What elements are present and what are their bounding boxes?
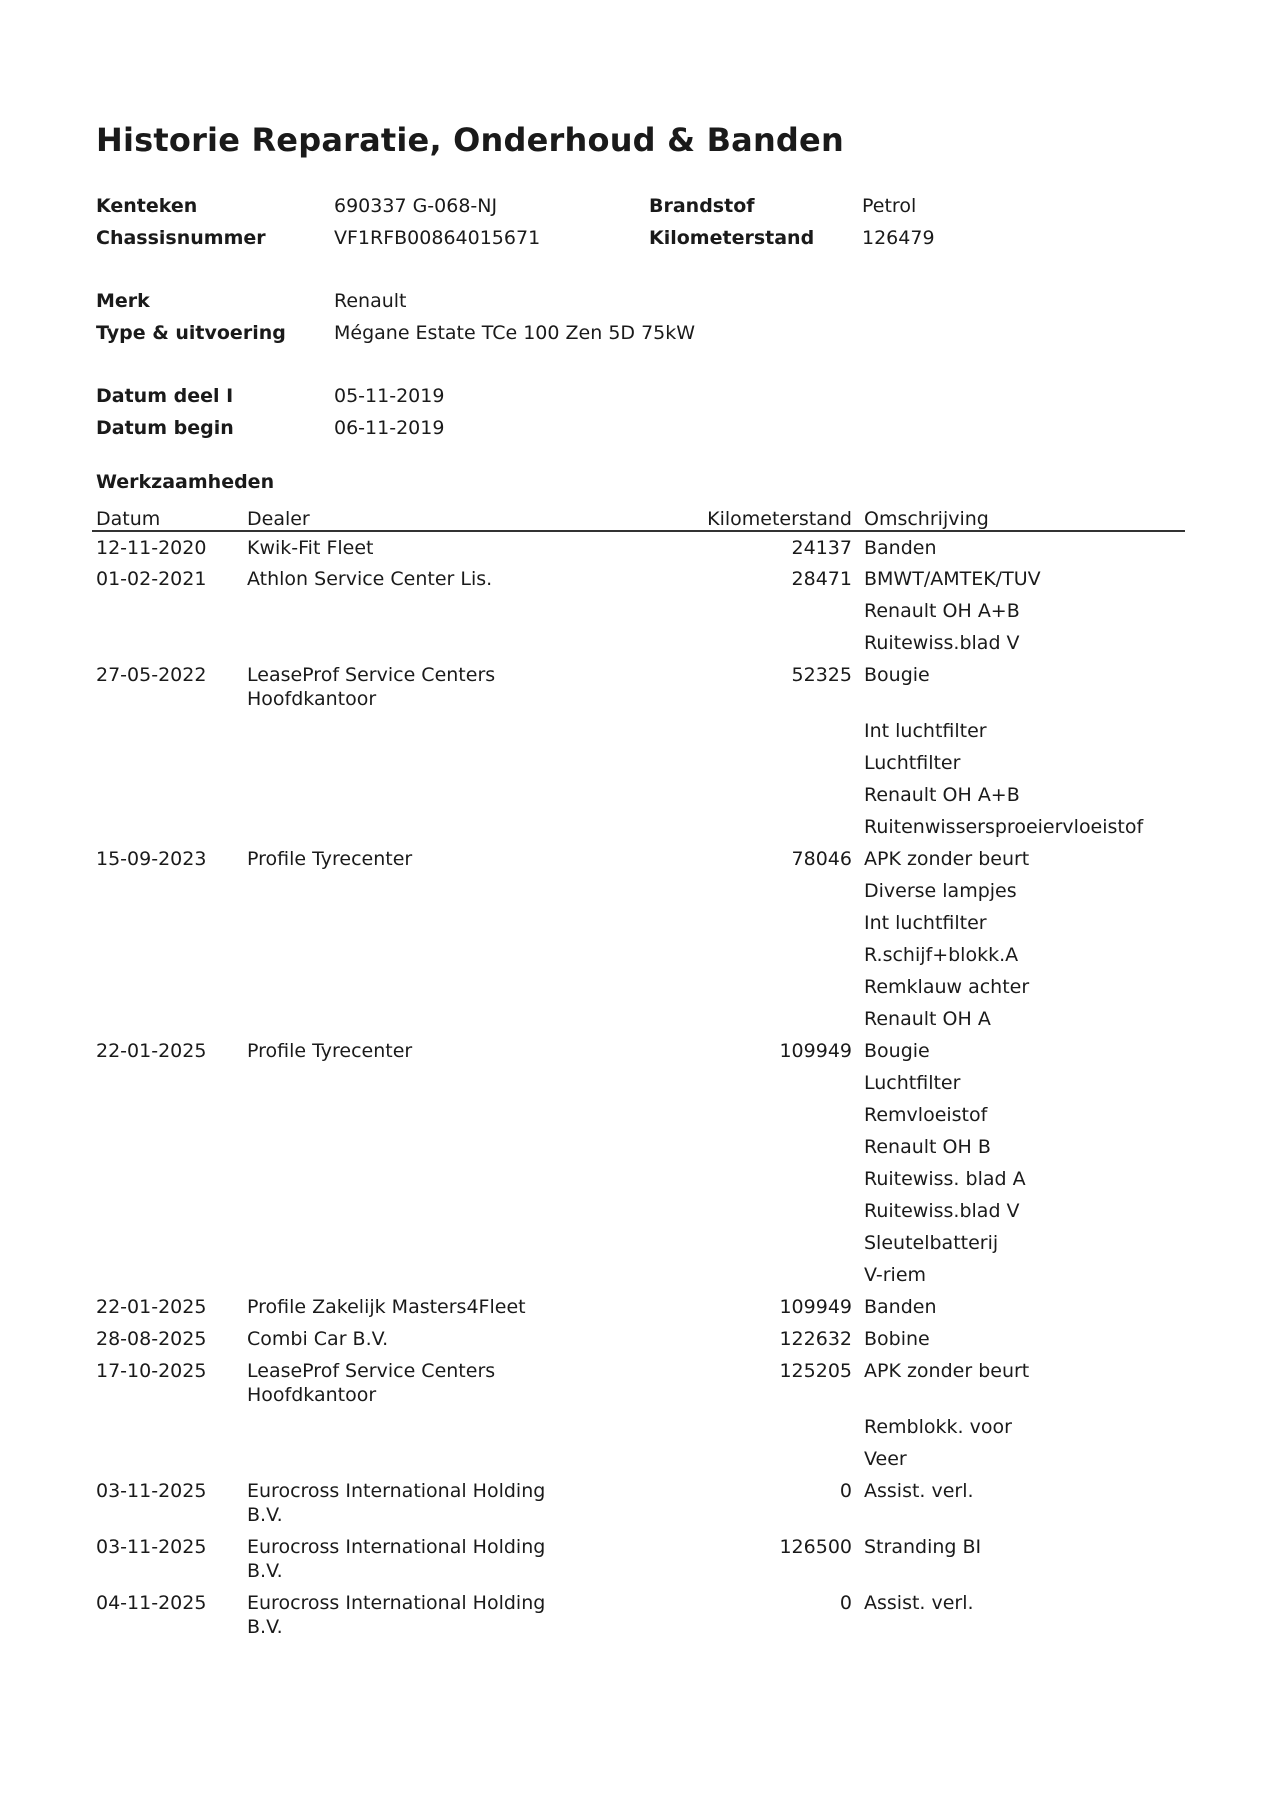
cell-omschrijving: [860, 1163, 1185, 1195]
cell-omschrijving: [860, 811, 1185, 843]
cell-omschrijving: [860, 779, 1185, 811]
header-omschrijving: Omschrijving: [860, 498, 1185, 531]
cell-kilometerstand: [636, 811, 860, 843]
cell-dealer: [243, 1323, 636, 1355]
cell-dealer: [243, 1003, 636, 1035]
cell-dealer: [243, 1131, 636, 1163]
cell-dealer: [243, 1163, 636, 1195]
cell-kilometerstand: [636, 1475, 860, 1531]
table-row: [92, 843, 1185, 875]
cell-date: [92, 1131, 243, 1163]
cell-omschrijving-text: V-riem: [864, 1264, 927, 1286]
cell-dealer: [243, 747, 636, 779]
cell-date: [92, 907, 243, 939]
table-row: [92, 747, 1185, 779]
table-row: [92, 1227, 1185, 1259]
cell-kilometerstand: [636, 1355, 860, 1411]
cell-omschrijving: [860, 875, 1185, 907]
kilometerstand-label: Kilometerstand: [649, 227, 815, 249]
cell-date: [92, 843, 243, 875]
cell-dealer: [243, 907, 636, 939]
info-row-chassis: [96, 222, 1192, 254]
cell-kilometerstand-text: 52325: [791, 664, 852, 686]
info-row-kenteken: [96, 190, 1192, 222]
cell-omschrijving: [860, 715, 1185, 747]
cell-omschrijving-text: Ruitewiss.blad V: [864, 632, 1020, 654]
table-row: [92, 1067, 1185, 1099]
cell-omschrijving: [860, 1323, 1185, 1355]
cell-dealer: [243, 627, 636, 659]
cell-date-text: 28-08-2025: [96, 1328, 207, 1350]
cell-omschrijving: [860, 1227, 1185, 1259]
table-row: [92, 1163, 1185, 1195]
cell-omschrijving-text: Assist. verl.: [864, 1480, 974, 1502]
table-row: [92, 1035, 1185, 1067]
cell-dealer: [243, 811, 636, 843]
cell-kilometerstand: [636, 1163, 860, 1195]
cell-kilometerstand: [636, 1035, 860, 1067]
cell-omschrijving-text: Veer: [864, 1448, 907, 1470]
table-row: [92, 595, 1185, 627]
cell-kilometerstand: [636, 907, 860, 939]
info-row-datum-begin: [96, 412, 1192, 444]
cell-omschrijving: [860, 1035, 1185, 1067]
table-row: [92, 1411, 1185, 1443]
table-row: [92, 715, 1185, 747]
cell-date-text: 01-02-2021: [96, 568, 207, 590]
cell-kilometerstand: [636, 1587, 860, 1643]
cell-kilometerstand: [636, 715, 860, 747]
cell-omschrijving-text: Bobine: [864, 1328, 930, 1350]
cell-date: [92, 1443, 243, 1475]
cell-omschrijving-text: Int luchtfilter: [864, 912, 987, 934]
cell-date: [92, 875, 243, 907]
cell-omschrijving-text: Int luchtfilter: [864, 720, 987, 742]
cell-omschrijving: [860, 971, 1185, 1003]
page-title: Historie Reparatie, Onderhoud & Banden: [96, 121, 844, 159]
cell-dealer-text: Profile Tyrecenter: [247, 1040, 413, 1062]
cell-date: [92, 1195, 243, 1227]
cell-omschrijving: [860, 659, 1185, 715]
table-row: [92, 1131, 1185, 1163]
cell-date: [92, 659, 243, 715]
cell-omschrijving-text: Ruitewiss. blad A: [864, 1168, 1026, 1190]
cell-omschrijving: [860, 1291, 1185, 1323]
cell-dealer-text: Profile Zakelijk Masters4Fleet: [247, 1296, 526, 1318]
cell-date: [92, 1411, 243, 1443]
cell-date: [92, 1475, 243, 1531]
cell-date: [92, 811, 243, 843]
cell-kilometerstand: [636, 747, 860, 779]
cell-omschrijving: [860, 939, 1185, 971]
cell-omschrijving-text: Luchtfilter: [864, 1072, 961, 1094]
cell-date-text: 15-09-2023: [96, 848, 207, 870]
cell-kilometerstand-text: 0: [839, 1592, 852, 1614]
cell-date-text: 03-11-2025: [96, 1480, 207, 1502]
cell-dealer: [243, 595, 636, 627]
cell-kilometerstand: [636, 659, 860, 715]
cell-kilometerstand: [636, 1195, 860, 1227]
cell-kilometerstand-text: 78046: [791, 848, 852, 870]
cell-omschrijving-text: Banden: [864, 1296, 937, 1318]
cell-omschrijving-text: Bougie: [864, 664, 930, 686]
cell-kilometerstand: [636, 563, 860, 595]
cell-omschrijving: [860, 1475, 1185, 1531]
table-row: [92, 659, 1185, 715]
cell-date-text: 22-01-2025: [96, 1296, 207, 1318]
table-row: [92, 1291, 1185, 1323]
cell-omschrijving-text: Remklauw achter: [864, 976, 1030, 998]
table-row: [92, 531, 1185, 563]
cell-date: [92, 939, 243, 971]
cell-dealer: [243, 1195, 636, 1227]
datum-deel-value: 05-11-2019: [334, 385, 445, 407]
table-row: [92, 875, 1185, 907]
type-label: Type & uitvoering: [96, 322, 286, 344]
cell-date: [92, 627, 243, 659]
cell-dealer: [243, 843, 636, 875]
table-row: [92, 1475, 1185, 1531]
cell-omschrijving-text: Assist. verl.: [864, 1592, 974, 1614]
cell-date: [92, 531, 243, 563]
cell-omschrijving: [860, 843, 1185, 875]
cell-kilometerstand: [636, 1323, 860, 1355]
cell-dealer-text: Eurocross International Holding B.V.: [247, 1536, 546, 1582]
cell-date: [92, 1259, 243, 1291]
cell-kilometerstand-text: 109949: [779, 1296, 852, 1318]
cell-dealer: [243, 971, 636, 1003]
cell-dealer: [243, 875, 636, 907]
cell-dealer: [243, 531, 636, 563]
table-row: [92, 939, 1185, 971]
cell-omschrijving: [860, 1067, 1185, 1099]
cell-dealer: [243, 1291, 636, 1323]
cell-kilometerstand: [636, 1443, 860, 1475]
datum-deel-label: Datum deel I: [96, 385, 234, 407]
cell-dealer: [243, 1475, 636, 1531]
werkzaamheden-table: [92, 498, 1185, 1643]
cell-omschrijving: [860, 1355, 1185, 1411]
table-row: [92, 1099, 1185, 1131]
cell-kilometerstand-text: 0: [839, 1480, 852, 1502]
table-row: [92, 907, 1185, 939]
cell-omschrijving-text: Renault OH A+B: [864, 784, 1020, 806]
cell-omschrijving-text: APK zonder beurt: [864, 848, 1030, 870]
cell-omschrijving-text: Ruitenwissersproeiervloeistof: [864, 816, 1144, 838]
cell-date: [92, 715, 243, 747]
cell-date: [92, 1067, 243, 1099]
cell-kilometerstand: [636, 1131, 860, 1163]
cell-date-text: 04-11-2025: [96, 1592, 207, 1614]
table-row: [92, 1355, 1185, 1411]
cell-omschrijving: [860, 1195, 1185, 1227]
cell-kilometerstand: [636, 1099, 860, 1131]
brandstof-value: Petrol: [862, 195, 917, 217]
cell-omschrijving: [860, 1587, 1185, 1643]
cell-date-text: 17-10-2025: [96, 1360, 207, 1382]
cell-kilometerstand-text: 28471: [791, 568, 852, 590]
cell-kilometerstand: [636, 531, 860, 563]
werkzaamheden-title: Werkzaamheden: [96, 471, 275, 493]
cell-omschrijving: [860, 1443, 1185, 1475]
cell-omschrijving-text: Diverse lampjes: [864, 880, 1017, 902]
cell-date-text: 12-11-2020: [96, 537, 207, 559]
table-row: [92, 1003, 1185, 1035]
table-row: [92, 1587, 1185, 1643]
cell-dealer: [243, 1227, 636, 1259]
cell-date: [92, 1035, 243, 1067]
cell-omschrijving: [860, 1259, 1185, 1291]
cell-omschrijving-text: Banden: [864, 537, 937, 559]
cell-omschrijving-text: Remblokk. voor: [864, 1416, 1012, 1438]
cell-dealer: [243, 1443, 636, 1475]
table-row: [92, 1259, 1185, 1291]
cell-date-text: 03-11-2025: [96, 1536, 207, 1558]
cell-omschrijving-text: BMWT/AMTEK/TUV: [864, 568, 1041, 590]
cell-omschrijving: [860, 1131, 1185, 1163]
cell-omschrijving: [860, 1411, 1185, 1443]
cell-omschrijving: [860, 907, 1185, 939]
table-row: [92, 811, 1185, 843]
chassis-value: VF1RFB00864015671: [334, 227, 541, 249]
cell-omschrijving-text: Remvloeistof: [864, 1104, 988, 1126]
cell-omschrijving-text: Renault OH A+B: [864, 600, 1020, 622]
cell-dealer-text: LeaseProf Service Centers Hoofdkantoor: [247, 1360, 496, 1406]
cell-kilometerstand-text: 109949: [779, 1040, 852, 1062]
cell-omschrijving-text: Bougie: [864, 1040, 930, 1062]
cell-omschrijving-text: APK zonder beurt: [864, 1360, 1030, 1382]
cell-date-text: 22-01-2025: [96, 1040, 207, 1062]
cell-dealer-text: Eurocross International Holding B.V.: [247, 1480, 546, 1526]
cell-dealer-text: LeaseProf Service Centers Hoofdkantoor: [247, 664, 496, 710]
cell-omschrijving: [860, 1003, 1185, 1035]
merk-value: Renault: [334, 290, 407, 312]
cell-dealer-text: Profile Tyrecenter: [247, 848, 413, 870]
cell-kilometerstand-text: 125205: [779, 1360, 852, 1382]
cell-dealer: [243, 1587, 636, 1643]
cell-omschrijving: [860, 1099, 1185, 1131]
cell-date: [92, 1003, 243, 1035]
cell-kilometerstand: [636, 1291, 860, 1323]
cell-kilometerstand: [636, 971, 860, 1003]
cell-kilometerstand-text: 122632: [779, 1328, 852, 1350]
type-value: Mégane Estate TCe 100 Zen 5D 75kW: [334, 322, 696, 344]
datum-begin-label: Datum begin: [96, 417, 234, 439]
table-row: [92, 1195, 1185, 1227]
cell-dealer: [243, 1531, 636, 1587]
cell-date: [92, 595, 243, 627]
cell-kilometerstand-text: 24137: [791, 537, 852, 559]
cell-dealer-text: Kwik-Fit Fleet: [247, 537, 374, 559]
cell-date: [92, 1099, 243, 1131]
cell-kilometerstand: [636, 1003, 860, 1035]
cell-date: [92, 1355, 243, 1411]
cell-dealer: [243, 715, 636, 747]
cell-kilometerstand: [636, 1259, 860, 1291]
cell-omschrijving: [860, 747, 1185, 779]
cell-kilometerstand: [636, 1411, 860, 1443]
table-row: [92, 1443, 1185, 1475]
cell-dealer: [243, 563, 636, 595]
cell-omschrijving-text: Sleutelbatterij: [864, 1232, 999, 1254]
cell-omschrijving: [860, 531, 1185, 563]
cell-omschrijving-text: Renault OH B: [864, 1136, 991, 1158]
cell-date: [92, 971, 243, 1003]
cell-date: [92, 747, 243, 779]
info-row-type: [96, 317, 1192, 349]
kenteken-label: Kenteken: [96, 195, 198, 217]
cell-omschrijving-text: Renault OH A: [864, 1008, 991, 1030]
cell-kilometerstand: [636, 1531, 860, 1587]
table-row: [92, 563, 1185, 595]
cell-omschrijving: [860, 1531, 1185, 1587]
cell-kilometerstand: [636, 1227, 860, 1259]
cell-date-text: 27-05-2022: [96, 664, 207, 686]
table-row: [92, 971, 1185, 1003]
cell-dealer: [243, 1099, 636, 1131]
cell-kilometerstand: [636, 595, 860, 627]
cell-omschrijving-text: Ruitewiss.blad V: [864, 1200, 1020, 1222]
cell-omschrijving-text: R.schijf+blokk.A: [864, 944, 1019, 966]
cell-omschrijving-text: Luchtfilter: [864, 752, 961, 774]
cell-date: [92, 1323, 243, 1355]
cell-date: [92, 1531, 243, 1587]
info-row-merk: [96, 285, 1192, 317]
cell-omschrijving: [860, 563, 1185, 595]
cell-dealer: [243, 779, 636, 811]
cell-dealer-text: Eurocross International Holding B.V.: [247, 1592, 546, 1638]
cell-dealer: [243, 1067, 636, 1099]
document-page: [96, 118, 1192, 1643]
cell-date: [92, 779, 243, 811]
info-row-datum-deel: [96, 380, 1192, 412]
cell-kilometerstand: [636, 939, 860, 971]
kenteken-value: 690337 G-068-NJ: [334, 195, 498, 217]
datum-begin-value: 06-11-2019: [334, 417, 445, 439]
cell-dealer: [243, 1411, 636, 1443]
table-row: [92, 779, 1185, 811]
cell-dealer: [243, 939, 636, 971]
table-row: [92, 1531, 1185, 1587]
cell-kilometerstand: [636, 627, 860, 659]
cell-dealer: [243, 1355, 636, 1411]
table-body: [92, 531, 1185, 1643]
cell-kilometerstand: [636, 875, 860, 907]
header-dealer: Dealer: [243, 498, 636, 531]
cell-date: [92, 1163, 243, 1195]
cell-dealer: [243, 659, 636, 715]
cell-kilometerstand: [636, 843, 860, 875]
cell-dealer: [243, 1259, 636, 1291]
table-row: [92, 627, 1185, 659]
cell-kilometerstand-text: 126500: [779, 1536, 852, 1558]
kilometerstand-value: 126479: [862, 227, 935, 249]
cell-date: [92, 1227, 243, 1259]
header-datum: Datum: [92, 498, 243, 531]
cell-date: [92, 563, 243, 595]
chassis-label: Chassisnummer: [96, 227, 266, 249]
cell-omschrijving: [860, 627, 1185, 659]
cell-omschrijving: [860, 595, 1185, 627]
header-kilometerstand: Kilometerstand: [636, 498, 860, 531]
table-row: [92, 1323, 1185, 1355]
table-header-row: [92, 498, 1185, 531]
cell-omschrijving-text: Stranding BI: [864, 1536, 982, 1558]
cell-date: [92, 1587, 243, 1643]
cell-dealer-text: Combi Car B.V.: [247, 1328, 389, 1350]
merk-label: Merk: [96, 290, 150, 312]
cell-kilometerstand: [636, 1067, 860, 1099]
cell-kilometerstand: [636, 779, 860, 811]
cell-dealer-text: Athlon Service Center Lis.: [247, 568, 493, 590]
brandstof-label: Brandstof: [649, 195, 755, 217]
cell-date: [92, 1291, 243, 1323]
cell-dealer: [243, 1035, 636, 1067]
vehicle-info: [96, 190, 1192, 444]
